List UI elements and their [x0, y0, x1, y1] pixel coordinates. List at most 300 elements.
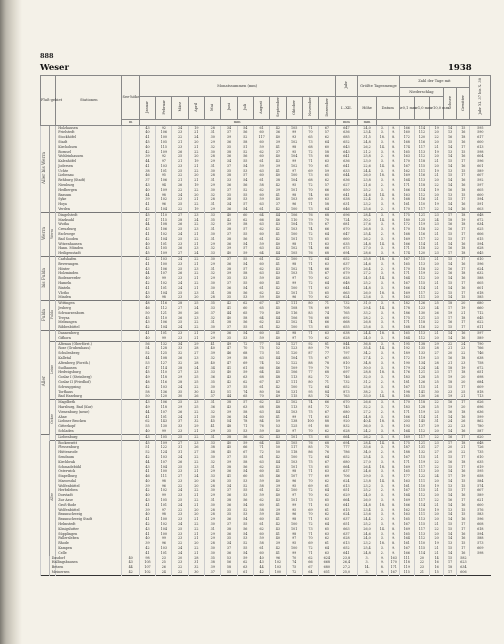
value-cell: 726 [470, 445, 491, 450]
value-cell: 73 [302, 237, 318, 242]
value-cell: 71 [302, 202, 318, 207]
value-cell: 61 [253, 257, 269, 262]
value-cell: 625 [470, 227, 491, 232]
value-cell: 116 [414, 325, 429, 330]
value-cell: 26,8 [358, 227, 376, 232]
value-cell: 119 [414, 271, 429, 276]
value-cell: 29,4 [358, 306, 376, 311]
value-cell: 23 [457, 361, 470, 366]
region-cell [41, 212, 50, 256]
value-cell: 14 [444, 178, 457, 183]
value-cell: 187 [399, 445, 414, 450]
value-cell: 29 [205, 159, 221, 164]
value-cell: 20 [430, 536, 444, 541]
value-cell: 104 [286, 178, 302, 183]
value-cell: 145 [414, 419, 429, 424]
value-cell: 680 [335, 460, 358, 465]
value-cell: 38 [221, 197, 237, 202]
value-cell: 664 [335, 434, 358, 440]
value-cell: 31 [188, 560, 204, 565]
col-month [302, 97, 318, 120]
value-cell: 118 [414, 159, 429, 164]
value-cell: 29 [205, 429, 221, 434]
value-cell: 44 [122, 565, 139, 570]
value-cell: 14 [444, 207, 457, 212]
value-cell: 22 [188, 488, 204, 493]
value-cell: 102 [286, 400, 302, 405]
value-cell: 42 [270, 125, 286, 130]
station-name: Wittingen [56, 301, 122, 306]
station-name: Sendnum [56, 455, 122, 460]
value-cell: 24,6 [358, 193, 376, 198]
value-cell: 69 [302, 197, 318, 202]
value-cell: 670 [335, 227, 358, 232]
value-cell: 15 [444, 257, 457, 262]
value-cell: 171 [399, 183, 414, 188]
value-cell: 2. [376, 488, 388, 493]
value-cell: 3. [376, 498, 388, 503]
value-cell: 22 [188, 325, 204, 330]
value-cell: 63 [319, 415, 335, 420]
value-cell: 18. [376, 465, 388, 470]
value-cell: 113 [414, 262, 429, 267]
value-cell: 660 [335, 237, 358, 242]
value-cell: 16 [457, 242, 470, 247]
value-cell: 38 [221, 320, 237, 325]
value-cell: 617 [470, 135, 491, 140]
value-cell: 97 [286, 169, 302, 174]
value-cell: 55 [237, 546, 253, 551]
value-cell: 758 [470, 361, 491, 366]
value-cell: 56 [221, 560, 237, 565]
value-cell: 25 [188, 375, 204, 380]
value-cell: 84 [253, 419, 269, 424]
value-cell: 60 [253, 503, 269, 508]
value-cell: 3. [376, 262, 388, 267]
value-cell: 104 [156, 207, 172, 212]
value-cell: 41 [270, 262, 286, 267]
value-cell: 183 [399, 405, 414, 410]
value-cell: 118 [156, 375, 172, 380]
value-cell: 21 [430, 242, 444, 247]
value-cell: 102 [156, 281, 172, 286]
value-cell: 63 [319, 262, 335, 267]
value-cell: 26,2 [358, 237, 376, 242]
value-cell: 31 [430, 419, 444, 424]
value-cell: 633 [335, 169, 358, 174]
value-cell: 17 [444, 251, 457, 256]
value-cell: 3. [376, 415, 388, 420]
value-cell: 35 [205, 218, 221, 223]
value-cell: 58 [237, 460, 253, 465]
value-cell: 66 [319, 267, 335, 272]
value-cell: 113 [286, 375, 302, 380]
value-cell: 79 [302, 218, 318, 223]
value-cell: 73 [302, 527, 318, 532]
value-cell: 52 [270, 346, 286, 351]
value-cell: 19 [188, 207, 204, 212]
value-cell: 73 [302, 325, 318, 330]
value-cell: 22 [188, 522, 204, 527]
value-cell: 99 [286, 130, 302, 135]
value-cell: 115 [414, 455, 429, 460]
value-cell: 27 [188, 351, 204, 356]
value-cell: 31 [205, 320, 221, 325]
value-cell: 40 [270, 135, 286, 140]
value-cell: 101 [286, 237, 302, 242]
region-label: bis Fulda [41, 267, 47, 288]
value-cell: 41 [139, 262, 155, 267]
value-cell: 635 [470, 460, 491, 465]
value-cell: 22 [172, 565, 188, 570]
value-cell: 30 [205, 546, 221, 551]
value-cell: 29 [205, 183, 221, 188]
value-cell: 30 [172, 394, 188, 399]
value-cell: 114 [414, 125, 429, 130]
value-cell: 164 [399, 536, 414, 541]
value-cell: 63 [253, 271, 269, 276]
value-cell: 115 [414, 522, 429, 527]
value-cell: 30 [205, 286, 221, 291]
station-name: Heiligenstadt [56, 251, 122, 256]
value-cell: 23,8 [358, 178, 376, 183]
value-cell: 60 [237, 306, 253, 311]
value-cell: 98 [156, 295, 172, 300]
value-cell: 65 [237, 311, 253, 316]
value-cell: 22 [172, 541, 188, 546]
value-cell: 171 [399, 410, 414, 415]
value-cell: 9. [376, 560, 388, 565]
value-cell: 29 [205, 140, 221, 145]
value-cell: 20 [188, 295, 204, 300]
station-name: Stapelburg [56, 474, 122, 479]
value-cell: 23 [430, 222, 444, 227]
value-cell: 23 [188, 370, 204, 375]
station-name: Schulenberg [56, 351, 122, 356]
value-cell: 40 [270, 173, 286, 178]
value-cell: 42 [270, 183, 286, 188]
value-cell: 23 [188, 267, 204, 272]
value-cell: 17 [457, 325, 470, 330]
value-cell: 9. [388, 197, 399, 202]
value-cell: 40 [221, 440, 237, 445]
value-cell: 54 [237, 164, 253, 169]
value-cell: 96 [156, 484, 172, 489]
value-cell: 63 [253, 202, 269, 207]
station-name: Torfhaus [56, 390, 122, 395]
value-cell: 24 [172, 551, 188, 556]
value-cell: 63 [253, 410, 269, 415]
value-cell: 40 [139, 336, 155, 341]
value-cell: 8. [388, 503, 399, 508]
value-cell: 24 [188, 135, 204, 140]
value-cell: 71 [302, 330, 318, 335]
value-cell: 62 [319, 429, 335, 434]
value-cell: 116 [414, 173, 429, 178]
value-cell: 23 [172, 512, 188, 517]
col-niederschlag: Niederschlag [399, 88, 444, 97]
value-cell: 66 [319, 246, 335, 251]
value-cell: 8. [388, 173, 399, 178]
value-cell: 165 [399, 262, 414, 267]
value-cell: 16 [457, 276, 470, 281]
value-cell: 22 [172, 484, 188, 489]
value-cell: 15 [457, 541, 470, 546]
value-cell: 58 [253, 484, 269, 489]
value-cell: 28 [172, 380, 188, 385]
value-cell: 20 [188, 154, 204, 159]
table-body [41, 125, 491, 575]
value-cell: 3. [376, 546, 388, 551]
value-cell: 62 [253, 527, 269, 532]
value-cell: 33 [172, 346, 188, 351]
value-cell: 601 [470, 286, 491, 291]
value-cell: 95 [302, 390, 318, 395]
value-cell: 16 [457, 429, 470, 434]
value-cell: 9. [388, 536, 399, 541]
value-cell: 115 [399, 570, 414, 575]
value-cell: 31 [172, 450, 188, 455]
value-cell: 42 [270, 546, 286, 551]
value-cell: 64 [253, 440, 269, 445]
value-cell: 3. [376, 237, 388, 242]
value-cell: 53 [237, 336, 253, 341]
value-cell: 45 [139, 212, 155, 217]
value-cell: 25,8 [358, 154, 376, 159]
value-cell: 698 [470, 375, 491, 380]
value-cell: 45 [139, 316, 155, 321]
value-cell: 2. [376, 380, 388, 385]
station-name: Ahne [56, 415, 122, 420]
value-cell: 21 [188, 262, 204, 267]
station-name: Groß-Rode [56, 503, 122, 508]
value-cell: 22 [430, 271, 444, 276]
value-cell: 114 [414, 242, 429, 247]
value-cell: 14 [444, 429, 457, 434]
value-cell: 648 [335, 281, 358, 286]
value-cell: 19 [430, 202, 444, 207]
value-cell: 15 [457, 193, 470, 198]
table-header [41, 76, 491, 126]
value-cell: 70 [302, 512, 318, 517]
value-cell: 60 [319, 193, 335, 198]
value-cell: 101 [286, 465, 302, 470]
value-cell: 105 [156, 246, 172, 251]
value-cell: 46 [139, 306, 155, 311]
value-cell: 116 [414, 232, 429, 237]
value-cell: 15 [444, 556, 457, 561]
value-cell: 87 [302, 351, 318, 356]
value-cell: 2. [376, 551, 388, 556]
value-cell: 3. [376, 150, 388, 155]
value-cell: 101 [286, 498, 302, 503]
value-cell: 58 [221, 565, 237, 570]
value-cell: 45 [270, 370, 286, 375]
value-cell: 13 [444, 150, 457, 155]
value-cell: 40 [270, 242, 286, 247]
value-cell: 14 [444, 154, 457, 159]
value-cell: 117 [414, 465, 429, 470]
value-cell: 681 [335, 222, 358, 227]
value-cell: 31 [205, 130, 221, 135]
station-name: Königslutter [56, 527, 122, 532]
value-cell: 37 [270, 150, 286, 155]
value-cell: 25 [430, 375, 444, 380]
value-cell: 746 [470, 351, 491, 356]
value-cell: 40 [270, 154, 286, 159]
value-cell: 618 [470, 291, 491, 296]
value-cell: 3. [376, 320, 388, 325]
value-cell: 51 [139, 445, 155, 450]
value-cell: 40 [221, 212, 237, 217]
value-cell: 3. [376, 366, 388, 371]
value-cell: 21 [430, 257, 444, 262]
value-cell: 31 [205, 178, 221, 183]
value-cell: 65 [319, 465, 335, 470]
value-cell: 27 [172, 370, 188, 375]
value-cell: 18. [376, 419, 388, 424]
value-cell: 171 [399, 246, 414, 251]
value-cell: 28 [205, 512, 221, 517]
station-name: Betzen [49, 565, 56, 570]
value-cell: 23 [172, 242, 188, 247]
station-name: Goslar I (Steinberg) [56, 375, 122, 380]
subgroup-label: Fulda [50, 310, 55, 320]
value-cell: 606 [470, 232, 491, 237]
value-cell: 49 [139, 405, 155, 410]
value-cell: 589 [470, 493, 491, 498]
value-cell: 167 [399, 257, 414, 262]
value-cell: 14 [444, 125, 457, 130]
value-cell: 103 [286, 460, 302, 465]
value-cell: 40 [139, 493, 155, 498]
value-cell: 18 [444, 218, 457, 223]
value-cell: 647 [335, 232, 358, 237]
value-cell: 60 [253, 551, 269, 556]
value-cell: 177 [399, 474, 414, 479]
value-cell: 14. [376, 527, 388, 532]
value-cell: 130 [156, 424, 172, 429]
value-cell: 9. [388, 227, 399, 232]
value-cell: 39 [139, 484, 155, 489]
value-cell: 25 [188, 301, 204, 306]
value-cell: 24 [172, 281, 188, 286]
value-cell: 672 [470, 218, 491, 223]
value-cell: 117 [414, 498, 429, 503]
subgroup-label: Ocker [50, 414, 55, 424]
value-cell: 198 [399, 390, 414, 395]
value-cell: 3. [376, 271, 388, 276]
station-name: Rehburg (Stadt) [56, 178, 122, 183]
value-cell: 22 [188, 320, 204, 325]
value-cell: 25,4 [358, 232, 376, 237]
value-cell: 16 [444, 498, 457, 503]
value-cell: 41 [270, 532, 286, 537]
value-cell: 28 [188, 346, 204, 351]
value-cell: 55 [237, 455, 253, 460]
value-cell: 25,2 [358, 522, 376, 527]
value-cell: 17 [457, 291, 470, 296]
station-name: Celle [56, 551, 122, 556]
value-cell: 732 [335, 380, 358, 385]
value-cell: 23 [414, 565, 429, 570]
value-cell: 16 [430, 565, 444, 570]
value-cell: 32 [205, 410, 221, 415]
value-cell: 3. [358, 560, 376, 565]
value-cell: 25,2 [358, 188, 376, 193]
value-cell: 605 [470, 281, 491, 286]
value-cell: 21 [430, 455, 444, 460]
value-cell: 24,8 [358, 551, 376, 556]
value-cell: 114 [414, 415, 429, 420]
value-cell: 9. [388, 375, 399, 380]
value-cell: 22 [188, 546, 204, 551]
value-cell: 41 [139, 469, 155, 474]
value-cell: 18 [457, 135, 470, 140]
value-cell: 23 [430, 440, 444, 445]
value-cell: 645 [470, 251, 491, 256]
value-cell: 115 [414, 164, 429, 169]
col-jahr [335, 76, 358, 97]
value-cell: 106 [156, 227, 172, 232]
value-cell: 41 [270, 517, 286, 522]
value-cell: 63 [319, 197, 335, 202]
value-cell: 9. [388, 484, 399, 489]
value-cell: 182 [399, 301, 414, 306]
value-cell: 23 [172, 145, 188, 150]
value-cell: 17 [457, 498, 470, 503]
value-cell: 25 [172, 291, 188, 296]
station-name: Ribbesbüttel [56, 325, 122, 330]
value-cell: 112 [414, 276, 429, 281]
value-cell: 93 [286, 135, 302, 140]
value-cell: 167 [399, 281, 414, 286]
value-cell: 21 [188, 286, 204, 291]
value-cell: 28 [205, 484, 221, 489]
value-cell: 25,6 [358, 385, 376, 390]
value-cell: 21 [430, 286, 444, 291]
value-cell: 75 [302, 271, 318, 276]
value-cell: 34 [221, 484, 237, 489]
value-cell: 30 [205, 169, 221, 174]
value-cell: 32 [205, 193, 221, 198]
value-cell: 169 [399, 498, 414, 503]
value-cell: 24,6 [358, 469, 376, 474]
station-name: Bassum [56, 193, 122, 198]
value-cell: 20 [188, 193, 204, 198]
value-cell: 89 [302, 346, 318, 351]
value-cell: 19 [188, 125, 204, 130]
value-cell: 172 [399, 222, 414, 227]
value-cell: 3. [376, 286, 388, 291]
value-cell: 167 [399, 522, 414, 527]
value-cell: 15 [444, 232, 457, 237]
station-name: Jodersen [56, 164, 122, 169]
region-label: Aller bis Werra [41, 151, 47, 184]
value-cell: 168 [399, 232, 414, 237]
value-cell: 692 [335, 316, 358, 321]
value-cell: 104 [156, 237, 172, 242]
value-cell: 624 [335, 295, 358, 300]
value-cell: 16 [457, 286, 470, 291]
value-cell: 16 [444, 246, 457, 251]
value-cell: 40 [253, 556, 269, 561]
value-cell: 39 [270, 508, 286, 513]
value-cell: 41 [139, 286, 155, 291]
station-name: Magdbeth [56, 400, 122, 405]
value-cell: 40 [139, 130, 155, 135]
value-cell: 57 [237, 267, 253, 272]
